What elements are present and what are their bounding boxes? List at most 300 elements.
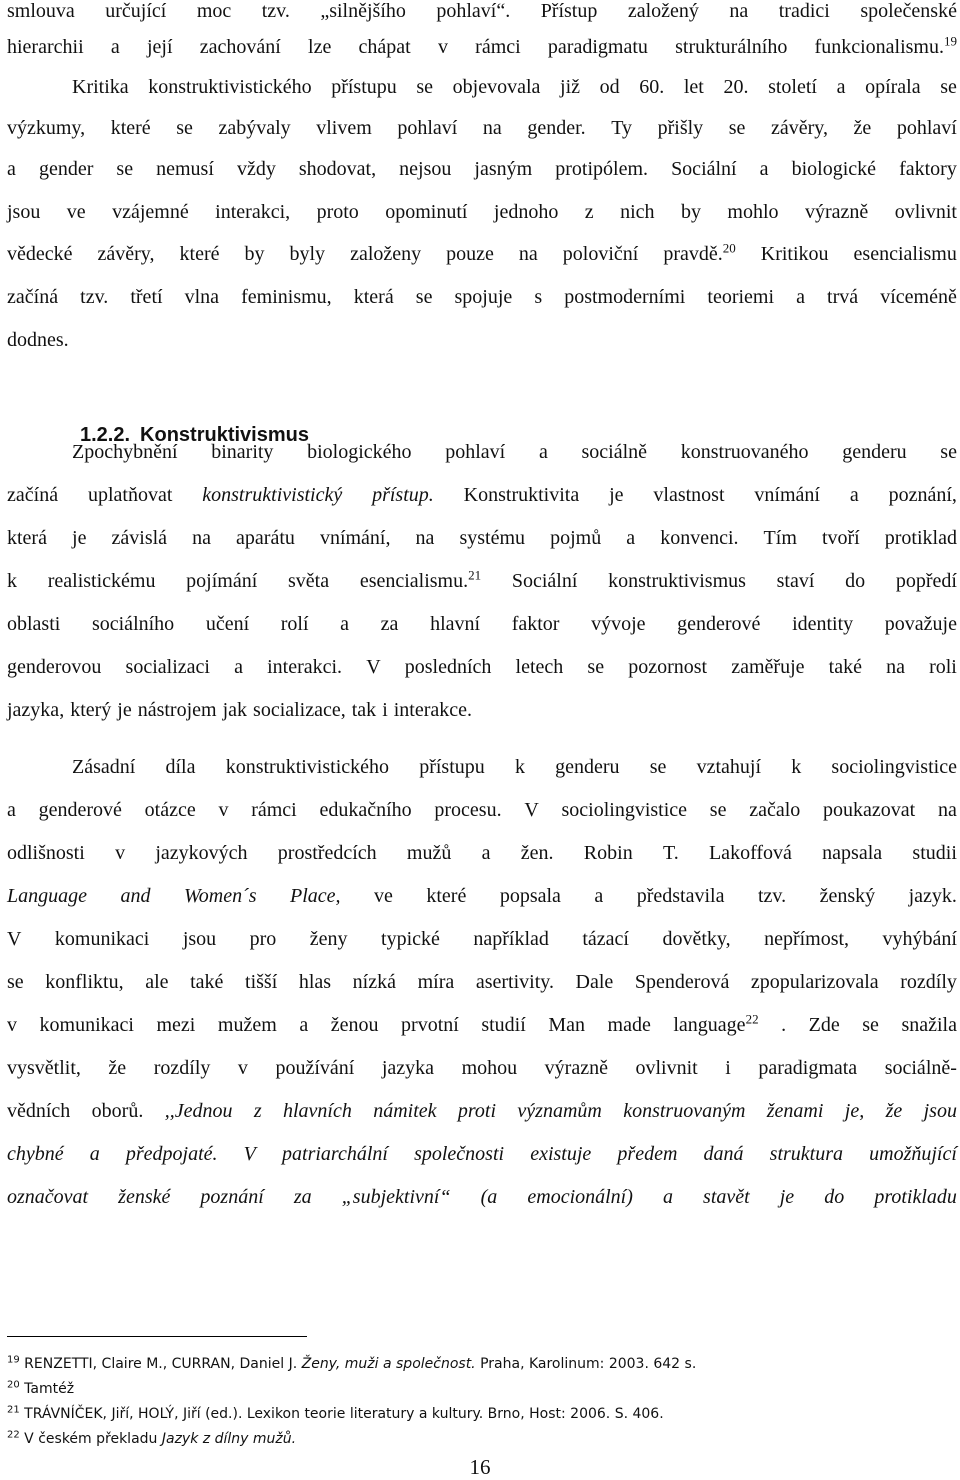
word: a (7, 799, 16, 821)
word: sociolingvistice (561, 799, 688, 821)
word: jednoho (493, 201, 559, 223)
word: konstruktivistického (225, 756, 390, 778)
word: v (115, 842, 126, 864)
word: za (293, 1186, 312, 1208)
word: daná (703, 1143, 744, 1165)
word: Spenderová (634, 971, 730, 993)
word: začalo (749, 799, 801, 821)
word: Lakoffová (708, 842, 792, 864)
word: přístup. (372, 484, 434, 506)
word: učení (205, 613, 250, 635)
word: vzájemné (112, 201, 189, 223)
word: ženou (330, 1014, 379, 1036)
word: společenské (860, 0, 957, 22)
text-line (7, 885, 957, 908)
word: vývoje (591, 613, 646, 635)
word: vztahují (696, 756, 762, 778)
word: roli (929, 656, 957, 678)
word: Přístup (540, 0, 598, 22)
word: žen. (520, 842, 554, 864)
word: díla (165, 756, 196, 778)
word: jazyka, (7, 699, 65, 721)
word: začíná (7, 484, 59, 506)
word: konstruovaným (623, 1100, 746, 1122)
word: na (415, 527, 435, 549)
word: že (853, 117, 872, 139)
word: mužů (406, 842, 452, 864)
footnote-number: 22 (7, 1429, 20, 1441)
word: předem (617, 1143, 678, 1165)
text-line (7, 799, 957, 822)
word: pohlaví (896, 117, 957, 139)
word: dodnes. (7, 329, 69, 351)
word: let (683, 76, 704, 98)
word: Ty (611, 117, 633, 139)
word: vyhýbání (882, 928, 957, 950)
word: ale (145, 971, 169, 993)
word: paradigmata (758, 1057, 858, 1079)
word: výzkumy, (7, 117, 86, 139)
word: v (218, 799, 229, 821)
word: pravdě.$^{20}$ (663, 240, 736, 265)
text-line (7, 1011, 957, 1037)
footnote-number: 19 (7, 1354, 20, 1366)
word: proti (457, 1100, 497, 1122)
word: založený (627, 0, 699, 22)
word: komunikaci (39, 1014, 134, 1036)
word: V (524, 799, 539, 821)
word: zpopularizovala (750, 971, 879, 993)
word: závěry, (97, 243, 155, 265)
word: sociálně (581, 441, 648, 463)
word: aparátu (236, 527, 295, 549)
word: který (70, 699, 112, 721)
footnote-separator (7, 1336, 307, 1337)
word: funkcionalismu.$^{19}$ (814, 33, 957, 58)
word: k (514, 756, 525, 778)
text-line (7, 656, 957, 679)
word: systému (459, 527, 526, 549)
word: a (759, 158, 769, 180)
text-line (7, 928, 957, 951)
word: jak (222, 699, 248, 721)
word: poznání (200, 1186, 264, 1208)
word: století (768, 76, 817, 98)
word: vnímání (754, 484, 820, 506)
word: proto (316, 201, 359, 223)
word: se (7, 971, 24, 993)
word: sociálního (91, 613, 175, 635)
word: námitek (373, 1100, 437, 1122)
word: oborů. (91, 1100, 144, 1122)
word: V (7, 928, 22, 950)
word: Robin (583, 842, 633, 864)
footnote-ref: 19 (943, 33, 957, 49)
word: (a (480, 1186, 498, 1208)
word: ve (66, 201, 86, 223)
word: tvoří (821, 527, 860, 549)
word: tak (351, 699, 377, 721)
word: rámci (251, 799, 297, 821)
word: se (709, 799, 727, 821)
word: její (146, 36, 173, 58)
word: v (7, 1014, 17, 1036)
word: pohlaví“. (436, 0, 511, 22)
word: je (609, 484, 624, 506)
footnote: $^{22}$ V českém překladu Jazyk z dílny mužů. (7, 1429, 297, 1447)
word: výrazně (544, 1057, 608, 1079)
word: považuje (884, 613, 957, 635)
word: z (253, 1100, 262, 1122)
word: spojuje (454, 286, 513, 308)
word: nejsou (399, 158, 452, 180)
word: gender (38, 158, 94, 180)
word: sociálně- (884, 1057, 957, 1079)
word: postmoderními (564, 286, 686, 308)
word: je, (844, 1100, 865, 1122)
text-line (7, 329, 957, 352)
word: sociolingvistice (831, 756, 957, 778)
word: realistickému (47, 570, 156, 592)
word: chybné (7, 1143, 64, 1165)
word: na (192, 527, 211, 549)
word: posledních (404, 656, 492, 678)
word: a (89, 1143, 100, 1165)
word: teoriemi (707, 286, 775, 308)
section-heading (80, 424, 309, 447)
word: genderu (555, 756, 620, 778)
word: a (626, 527, 636, 549)
word: na (886, 656, 905, 678)
word: představila (636, 885, 725, 907)
word: vědních (7, 1100, 71, 1122)
word: gender. (527, 117, 586, 139)
word: jazyk. (908, 885, 957, 907)
word: a (299, 1014, 309, 1036)
word: závěry, (770, 117, 828, 139)
word: mohou (461, 1057, 518, 1079)
word: a (836, 76, 846, 98)
word: nepřímost, (764, 928, 850, 950)
word: nich (620, 201, 655, 223)
text-line (7, 1057, 957, 1080)
word: konstruovaného (680, 441, 809, 463)
word: zachování (199, 36, 281, 58)
word: třetí (130, 286, 163, 308)
footnote-ref: 20 (722, 240, 736, 256)
word: pojímání (186, 570, 258, 592)
word: shodovat, (298, 158, 377, 180)
word: tzv. (261, 0, 290, 22)
word: konstruktivismus (608, 570, 746, 592)
word: ovlivnit (635, 1057, 698, 1079)
word: Man (548, 1014, 585, 1036)
word: se (649, 756, 667, 778)
word: také (828, 656, 862, 678)
word: do (845, 570, 866, 592)
word: biologického (307, 441, 412, 463)
word: že (885, 1100, 903, 1122)
word: také (190, 971, 224, 993)
word: které (179, 243, 220, 265)
word: konstruktivistický (202, 484, 343, 506)
word: popsala (499, 885, 561, 907)
word: language$^{22}$ (673, 1011, 759, 1036)
word: odlišnosti (7, 842, 85, 864)
word: opominutí (385, 201, 468, 223)
text-line (7, 1100, 957, 1123)
word: umožňující (869, 1143, 957, 1165)
word: se (862, 1014, 879, 1036)
word: 20. (723, 76, 749, 98)
word: již (560, 76, 581, 98)
word: pohlaví (397, 117, 458, 139)
word: feminismu, (241, 286, 332, 308)
word: vlivem (316, 117, 372, 139)
text-line (7, 201, 957, 224)
word: výrazně (804, 201, 869, 223)
word: lze (308, 36, 332, 58)
word: dovětky, (662, 928, 731, 950)
word: nemusí (156, 158, 214, 180)
word: za (380, 613, 399, 635)
text-line (7, 527, 957, 550)
word: závislá (111, 527, 168, 549)
word: jsou (7, 201, 41, 223)
word: popředí (895, 570, 957, 592)
word: a (234, 656, 243, 678)
text-line (7, 613, 957, 636)
word: genderu (842, 441, 907, 463)
word: poloviční (562, 243, 639, 265)
text-line (7, 33, 957, 59)
word: a (849, 484, 859, 506)
word: se (587, 656, 605, 678)
text-line (72, 76, 957, 99)
word: struktura (769, 1143, 843, 1165)
word: objevovala (452, 76, 541, 98)
word: se (940, 76, 957, 98)
word: typické (381, 928, 440, 950)
word: vědecké (7, 243, 73, 265)
word: která (353, 286, 394, 308)
word: 60. (639, 76, 665, 98)
word: je (117, 699, 132, 721)
word: protiklad (884, 527, 957, 549)
text-line (7, 240, 957, 266)
word: protipólem. (555, 158, 649, 180)
word: významům (517, 1100, 602, 1122)
word: v (237, 1057, 248, 1079)
word: se (416, 76, 434, 98)
word: staví (776, 570, 815, 592)
word: Zásadní (72, 756, 136, 778)
text-line (7, 971, 957, 994)
word: jsou (182, 928, 217, 950)
text-line (7, 1186, 957, 1209)
footnote-ref: 21 (468, 567, 482, 583)
word: strukturálního (675, 36, 788, 58)
word: smlouva (7, 0, 75, 22)
word: určující (105, 0, 167, 22)
word: asertivity. (475, 971, 554, 993)
word: pohlaví (445, 441, 506, 463)
word: identity (792, 613, 854, 635)
word: rozdíly (900, 971, 957, 993)
text-line (7, 699, 957, 722)
word: paradigmatu (547, 36, 648, 58)
text-line (7, 286, 957, 309)
section-number: 1.2.2. (80, 424, 131, 446)
word: made (607, 1014, 651, 1036)
word: světa (288, 570, 330, 592)
word: esencialismu.$^{21}$ (359, 567, 482, 592)
word: stavět (703, 1186, 750, 1208)
word: edukačního (319, 799, 412, 821)
word: interakci, (215, 201, 291, 223)
word: rozdíly (153, 1057, 211, 1079)
word: k (7, 570, 17, 592)
word: oblasti (7, 613, 61, 635)
word: vnímání, (319, 527, 391, 549)
word: a (481, 842, 491, 864)
word: konstruktivistického (148, 76, 312, 98)
word: jazykových (155, 842, 248, 864)
word: Kritikou (760, 243, 829, 265)
word: and (120, 885, 151, 907)
word: by (680, 201, 701, 223)
word: tišší (245, 971, 278, 993)
word: ženy (309, 928, 348, 950)
word: pozornost (628, 656, 708, 678)
page-number: 16 (469, 1455, 491, 1479)
word: studií (481, 1014, 526, 1036)
word: mohlo (727, 201, 779, 223)
word: hlavní (430, 613, 481, 635)
word: jazyka (381, 1057, 435, 1079)
text-line (7, 842, 957, 865)
word: na (518, 243, 538, 265)
word: z (584, 201, 594, 223)
word: tradici (778, 0, 830, 22)
word: a (340, 613, 350, 635)
footnote: $^{21}$ TRÁVNÍČEK, Jiří, HOLÝ, Jiří (ed.). Lexikon teorie literatury a kultury. Brno, Host: 2006. S. 406. (7, 1404, 664, 1422)
word: mezi (156, 1014, 196, 1036)
word: prostředcích (277, 842, 377, 864)
word: vysvětlit, (7, 1057, 81, 1079)
word: snažila (901, 1014, 957, 1036)
word: studii (912, 842, 957, 864)
word: trvá (827, 286, 859, 308)
word: se (940, 441, 957, 463)
word: rolí (280, 613, 309, 635)
word: protikladu (874, 1186, 957, 1208)
word: opírala (865, 76, 921, 98)
word: od (599, 76, 620, 98)
word: začíná (7, 286, 59, 308)
word: ,,Jednou (164, 1100, 233, 1122)
word: Kritika (72, 76, 129, 98)
word: Zde (808, 1014, 840, 1036)
word: napsala (822, 842, 883, 864)
footnote: $^{19}$ RENZETTI, Claire M., CURRAN, Daniel J. Ženy, muži a společnost. Praha, Karolinum: 2003. 642 s. (7, 1354, 697, 1372)
word: víceméně (880, 286, 957, 308)
word: Place, (290, 885, 341, 907)
word: i (725, 1057, 731, 1079)
word: a (538, 441, 548, 463)
word: i (382, 699, 388, 721)
word: která (7, 527, 47, 549)
word: že (108, 1057, 127, 1079)
word: Zpochybnění (72, 441, 178, 463)
word: genderovou (7, 656, 102, 678)
word: Women´s (183, 885, 257, 907)
word: Sociální (511, 570, 578, 592)
text-line (7, 567, 957, 593)
word: a (594, 885, 604, 907)
word: jsou (923, 1100, 957, 1122)
word: uplatňovat (87, 484, 173, 506)
word: by (244, 243, 265, 265)
word: vlastnost (653, 484, 725, 506)
word: socializaci (125, 656, 210, 678)
word: Tím (763, 527, 797, 549)
word: esencialismu (853, 243, 957, 265)
word: mužem (217, 1014, 277, 1036)
word: rámci (475, 36, 521, 58)
word: ovlivnit (894, 201, 957, 223)
word: založeny (350, 243, 422, 265)
word: genderové (38, 799, 122, 821)
section-title: Konstruktivismus (140, 424, 309, 446)
word: letech (515, 656, 564, 678)
word: přístupu (331, 76, 397, 98)
word: byly (289, 243, 326, 265)
word: v (437, 36, 448, 58)
word: společnosti (414, 1143, 505, 1165)
word: jasným (474, 158, 533, 180)
word: a (662, 1186, 673, 1208)
word: se (176, 117, 193, 139)
word: ženské (118, 1186, 171, 1208)
word: nízká (352, 971, 396, 993)
word: je (779, 1186, 795, 1208)
word: používání (275, 1057, 355, 1079)
word: „silnějšího (320, 0, 406, 22)
word: tzv. (80, 286, 109, 308)
word: binarity (211, 441, 274, 463)
word: Konstruktivita (463, 484, 580, 506)
word: se (728, 117, 746, 139)
word: „subjektivní“ (341, 1186, 451, 1208)
word: na (482, 117, 502, 139)
word: pojmů (550, 527, 602, 549)
word: například (473, 928, 549, 950)
word: pro (249, 928, 277, 950)
text-line (7, 0, 957, 23)
footnote-ref: 22 (745, 1011, 759, 1027)
word: k (791, 756, 802, 778)
word: interakci. (267, 656, 343, 678)
word: předpojaté. (125, 1143, 218, 1165)
word: a (7, 158, 16, 180)
text-line (7, 158, 957, 181)
word: které (426, 885, 467, 907)
word: faktor (511, 613, 560, 635)
word: označovat (7, 1186, 89, 1208)
word: Dale (575, 971, 614, 993)
footnote-number: 21 (7, 1404, 20, 1416)
